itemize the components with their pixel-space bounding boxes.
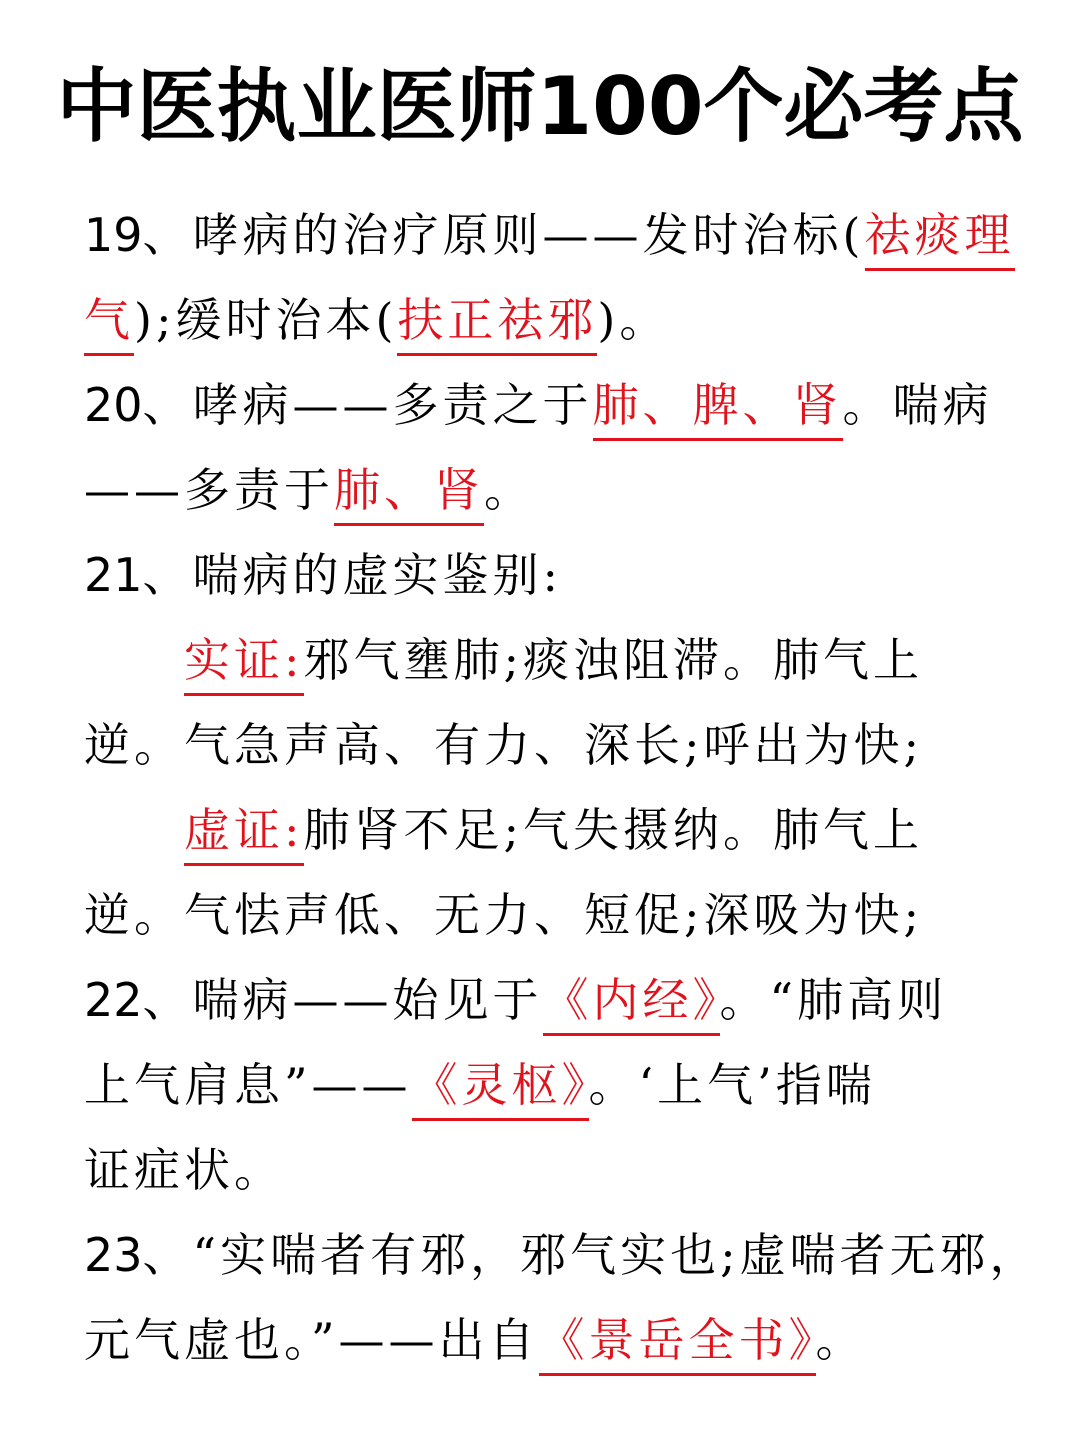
item-20-line-2 xyxy=(84,460,534,520)
item-number: 22 xyxy=(84,973,143,1027)
item-text: 逆。气急声高、有力、深长;呼出为快; xyxy=(84,718,923,772)
item-number: 23 xyxy=(84,1228,143,1282)
highlight-text: 《灵枢》 xyxy=(412,1058,589,1121)
page-title: 中医执业医师100个必考点 xyxy=(56,60,1024,153)
item-text: 、喘病——始见于 xyxy=(142,973,543,1027)
item-text: 。 xyxy=(815,1313,866,1367)
item-22-line-1 xyxy=(84,970,947,1030)
item-text: 肺肾不足;气失摄纳。肺气上 xyxy=(303,803,923,857)
highlight-text: 祛痰理 xyxy=(865,208,1015,271)
item-text: 元气虚也。”——出自 xyxy=(84,1313,539,1367)
highlight-text: 《内经》 xyxy=(543,973,720,1036)
item-21-shi-line-2 xyxy=(84,715,923,775)
item-21-xu-line-2 xyxy=(84,885,923,945)
highlight-text: 肺、肾 xyxy=(334,463,484,526)
item-19-line-2 xyxy=(84,290,669,350)
item-text: 、哮病——多责之于 xyxy=(142,378,593,432)
item-text: 。“肺高则 xyxy=(719,973,948,1027)
item-text: 。喘病 xyxy=(842,378,993,432)
item-text: );缓时治本( xyxy=(134,293,398,347)
item-23-line-1 xyxy=(84,1225,1040,1285)
item-number: 21 xyxy=(84,548,143,602)
xu-zheng-label: 虚证: xyxy=(184,803,304,866)
highlight-text: 气 xyxy=(84,293,134,356)
item-text: 、“实喘者有邪，邪气实也;虚喘者无邪， xyxy=(142,1228,1040,1282)
item-19-line-1 xyxy=(84,205,1015,265)
item-23-line-2 xyxy=(84,1310,866,1370)
item-text: 证症状。 xyxy=(84,1143,284,1197)
item-22-line-2 xyxy=(84,1055,876,1115)
item-text: 。 xyxy=(484,463,534,517)
item-text: 逆。气怯声低、无力、短促;深吸为快; xyxy=(84,888,923,942)
highlight-text: 扶正祛邪 xyxy=(397,293,597,356)
item-text: 。‘上气’指喘 xyxy=(588,1058,876,1112)
item-text: 、喘病的虚实鉴别: xyxy=(142,548,563,602)
item-text: 上气肩息”—— xyxy=(84,1058,412,1112)
highlight-text: 《景岳全书》 xyxy=(539,1313,816,1376)
item-21-shi-line-1 xyxy=(184,630,923,690)
item-20-line-1 xyxy=(84,375,993,435)
item-text: 邪气壅肺;痰浊阻滞。肺气上 xyxy=(303,633,923,687)
item-text: 、哮病的治疗原则——发时治标( xyxy=(142,208,865,262)
item-22-line-3 xyxy=(84,1140,284,1200)
highlight-text: 肺、脾、肾 xyxy=(593,378,843,441)
item-21-xu-line-1 xyxy=(184,800,923,860)
item-text: )。 xyxy=(597,293,670,347)
item-number: 19 xyxy=(84,208,143,262)
shi-zheng-label: 实证: xyxy=(184,633,304,696)
item-number: 20 xyxy=(84,378,143,432)
item-text: ——多责于 xyxy=(84,463,334,517)
item-21-line-1 xyxy=(84,545,562,605)
